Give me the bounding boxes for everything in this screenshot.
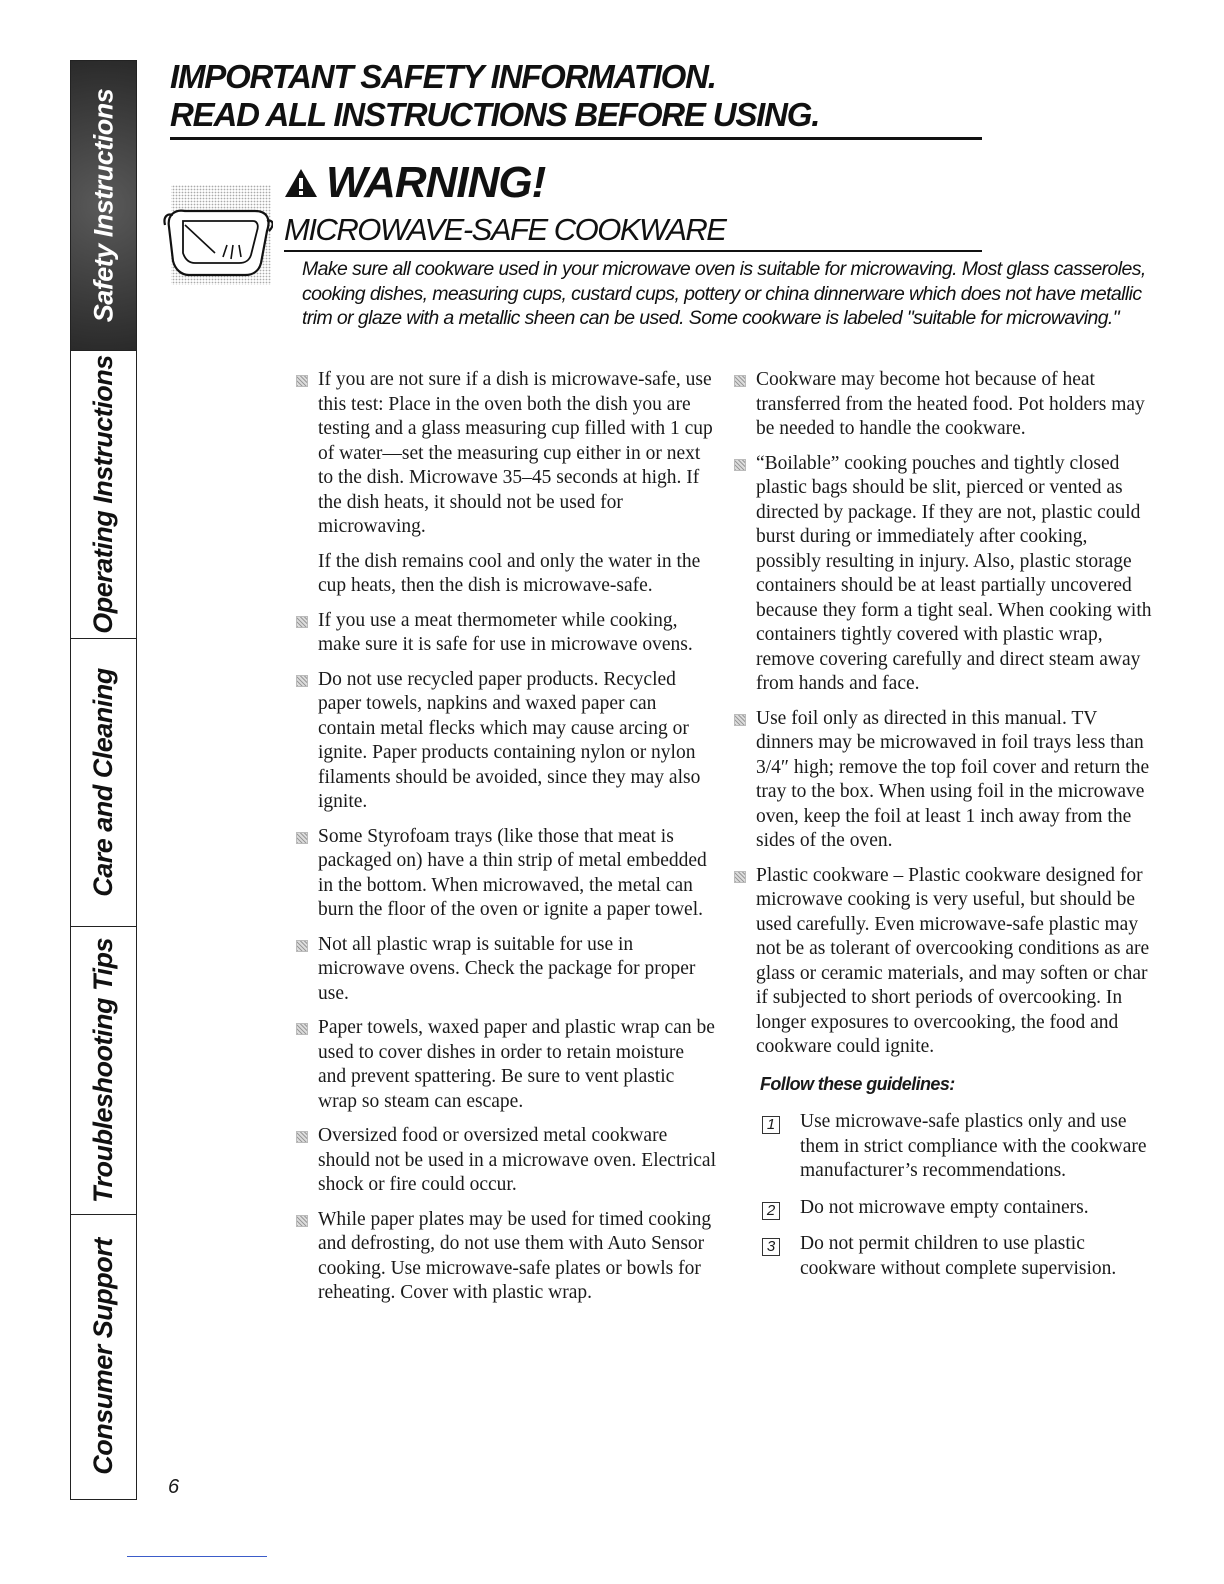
list-item-text: Some Styrofoam trays (like those that meat is packaged on) have a thin strip of metal embedded in the bottom. When microwaved, the metal can burn the floor of the oven or ignite a paper towel. [318,825,707,920]
number-box: 3 [762,1238,780,1256]
list-item [734,452,1154,697]
page-number: 6 [168,1476,180,1498]
tab-operating-instructions[interactable] [71,351,136,639]
left-column [296,368,716,1316]
tab-safety-instructions[interactable] [71,61,136,351]
bullet-icon [734,375,746,387]
guideline-text: Do not microwave empty containers. [800,1196,1089,1218]
list-item [296,668,716,815]
guideline-item [734,1110,1154,1184]
tab-label: Operating Instructions [88,355,118,634]
paragraph: If the dish remains cool and only the water in the cup heats, then the dish is microwave-safe. [318,550,701,596]
tab-troubleshooting-tips[interactable] [71,927,136,1215]
warning-subtitle: MICROWAVE-SAFE COOKWARE [284,212,726,247]
warning-triangle-icon [284,168,318,198]
warning-intro-text: Make sure all cookware used in your microwave oven is suitable for microwaving. Most glass casseroles, cooking dishes, measuring cups, custard cups, pottery or china dinnerware which does not have metallic trim or glaze with a metallic sheen can be used. Some cookware is labeled "suitable for microwaving." [302,258,1146,329]
list-item-text: Not all plastic wrap is suitable for use in microwave ovens. Check the package for proper use. [318,933,696,1004]
list-item [296,1124,716,1198]
list-item [296,1208,716,1306]
tab-label: Consumer Support [88,1238,119,1475]
bullet-icon [296,1131,308,1143]
header-divider [170,137,982,140]
list-item-text: “Boilable” cooking pouches and tightly closed plastic bags should be slit, pierced or vented as directed by package. If they are not, plastic could burst during or immediately after cooking, possibly resulting in injury. Also, plastic storage containers should be at least partially uncovered because they form a tight seal. When cooking with containers tightly covered with plastic wrap, remove covering carefully and direct steam away from hands and face. [756,452,1152,694]
list-item-text: While paper plates may be used for timed cooking and defrosting, do not use them with Auto Sensor cooking. Use microwave-safe plates or bowls for reheating. Cover with plastic wrap. [318,1208,712,1303]
number-box: 2 [762,1202,780,1220]
bullet-icon [296,1215,308,1227]
list-item-text: Cookware may become hot because of heat transferred from the heated food. Pot holders may be needed to handle the cookware. [756,369,1145,439]
tab-label: Care and Cleaning [88,668,118,897]
list-item-text: If you are not sure if a dish is microwave-safe, use this test: Place in the oven both the dish you are testing and a glass measuring cup filled with 1 cup of water—set the measuring cup either in or next to the dish. Microwave 35–45 seconds at high. If the dish heats, it should not be used for microwaving. [318,369,713,537]
bullet-icon [296,675,308,687]
bullet-icon [734,459,746,471]
tab-consumer-support[interactable] [71,1215,136,1498]
bullet-icon [734,871,746,883]
list-item [296,609,716,658]
number-box: 1 [762,1116,780,1134]
guideline-text: Do not permit children to use plastic cookware without complete supervision. [800,1233,1117,1279]
list-item-text: If you use a meat thermometer while cooking, make sure it is safe for use in microwave ovens. [318,609,693,655]
page-title-line2: READ ALL INSTRUCTIONS BEFORE USING. [170,96,820,133]
list-item [734,864,1154,1060]
page-title-line1: IMPORTANT SAFETY INFORMATION. [170,58,716,95]
page-title [170,58,990,134]
list-item [734,368,1154,442]
list-item-text: Paper towels, waxed paper and plastic wrap can be used to cover dishes in order to retain moisture and prevent spattering. Be sure to vent plastic wrap so steam can escape. [318,1017,715,1112]
bullet-icon [296,375,308,387]
list-item-text: Oversized food or oversized metal cookware should not be used in a microwave oven. Electrical shock or fire could occur. [318,1125,716,1195]
guideline-item [734,1232,1154,1281]
guidelines-heading: Follow these guidelines: [760,1073,955,1094]
tab-label: Safety Instructions [88,88,118,323]
bullet-icon [296,1023,308,1035]
bullet-icon [734,714,746,726]
tab-label: Troubleshooting Tips [88,938,118,1203]
list-item [296,368,716,540]
list-item-text: Use foil only as directed in this manual. TV dinners may be microwaved in foil trays less than 3/4″ high; remove the top foil cover and return the tray to the box. When using foil in the microwave oven, keep the foil at least 1 inch away from the sides of the oven. [756,707,1150,851]
warning-title-text: WARNING! [326,158,546,207]
list-item [734,707,1154,854]
footer-divider [127,1556,267,1557]
casserole-dish-icon [163,185,273,290]
list-item [296,1016,716,1114]
list-item [296,825,716,923]
list-item [296,933,716,1007]
list-item-text: Do not use recycled paper products. Recycled paper towels, napkins and waxed paper can contain metal flecks which may cause arcing or ignite. Paper products containing nylon or nylon filaments should be avoided, since they may also ignite. [318,668,701,812]
bullet-icon [296,940,308,952]
guideline-item [734,1196,1154,1221]
right-column [734,368,1154,1293]
section-tabs [70,60,137,1500]
bullet-icon [296,832,308,844]
tab-care-and-cleaning[interactable] [71,639,136,927]
warning-divider [284,250,982,252]
guideline-text: Use microwave-safe plastics only and use them in strict compliance with the cookware manufacturer’s recommendations. [800,1111,1147,1181]
bullet-icon [296,616,308,628]
warning-heading [284,157,545,209]
list-item-text: Plastic cookware – Plastic cookware designed for microwave cooking is very useful, but should be used carefully. Even microwave-safe plastic may not be as tolerant of overcooking conditions as are glass or ceramic materials, and may soften or char if subjected to short periods of overcooking. In longer exposures to overcooking, the food and cookware could ignite. [756,864,1150,1057]
